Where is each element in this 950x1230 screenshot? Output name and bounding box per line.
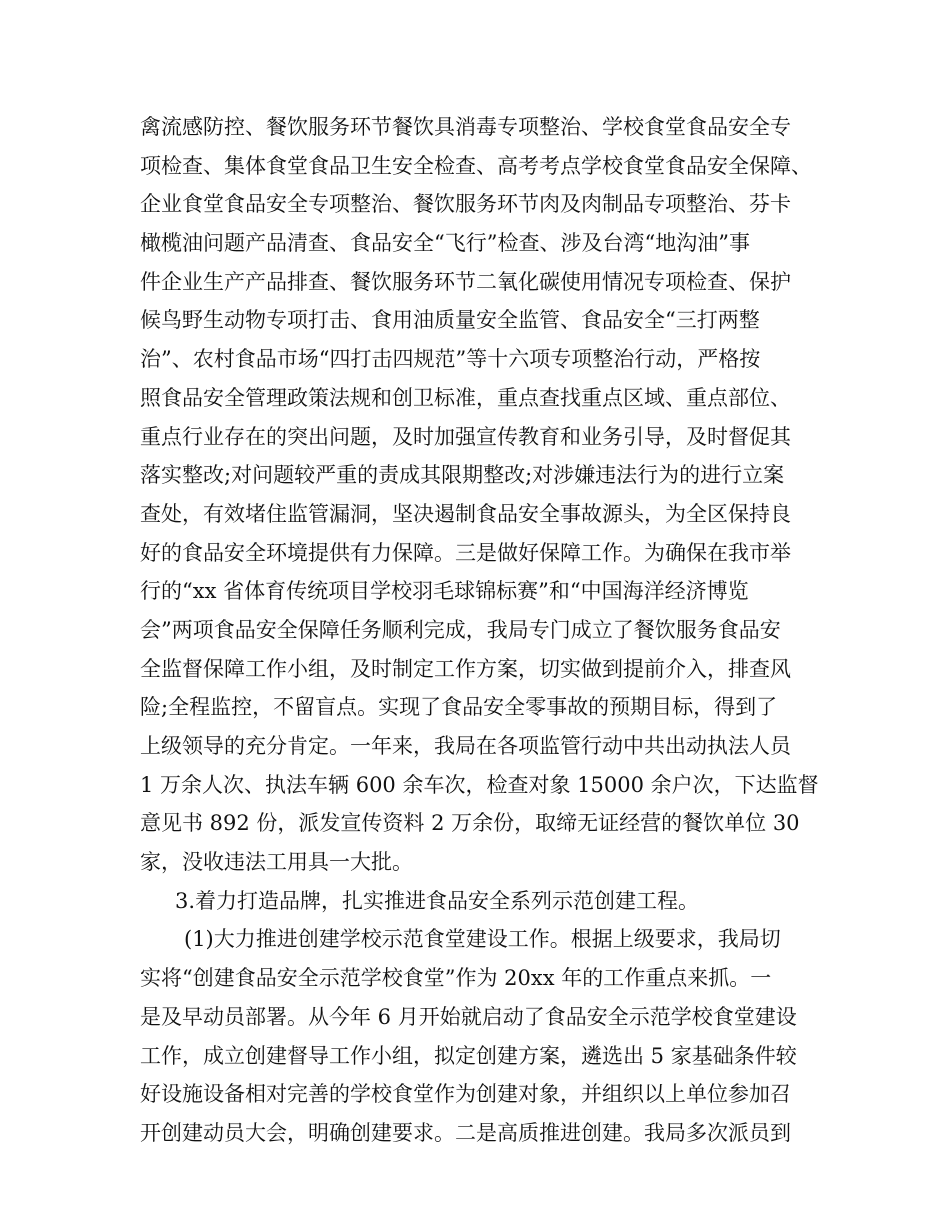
text-line: 禽流感防控、餐饮服务环节餐饮具消毒专项整治、学校食堂食品安全专 bbox=[140, 115, 791, 139]
text-line: 项检查、集体食堂食品卫生安全检查、高考考点学校食堂食品安全保障、 bbox=[140, 153, 812, 178]
text-line: 候鸟野生动物专项打击、食用油质量安全监管、食品安全“三打两整 bbox=[140, 308, 760, 333]
text-line: 家，没收违法工用具一大批。 bbox=[140, 850, 413, 875]
text-line: 好的食品安全环境提供有力保障。三是做好保障工作。为确保在我市举 bbox=[140, 540, 791, 565]
text-line: 行的“xx 省体育传统项目学校羽毛球锦标赛”和“中国海洋经济博览 bbox=[140, 579, 749, 604]
text-line: 好设施设备相对完善的学校食堂作为创建对象，并组织以上单位参加召 bbox=[140, 1082, 791, 1107]
text-line: 实将“创建食品安全示范学校食堂”作为 20xx 年的工作重点来抓。一 bbox=[140, 966, 772, 991]
text-line: 照食品安全管理政策法规和创卫标准，重点查找重点区域、重点部位、 bbox=[140, 385, 791, 410]
text-line: 全监督保障工作小组，及时制定工作方案，切实做到提前介入，排查风 bbox=[140, 656, 791, 681]
text-line: 意见书 892 份，派发宣传资料 2 万余份，取缔无证经营的餐饮单位 30 bbox=[140, 811, 800, 836]
text-line: 会”两项食品安全保障任务顺利完成，我局专门成立了餐饮服务食品安 bbox=[140, 617, 781, 642]
text-line: 治”、农村食品市场“四打击四规范”等十六项专项整治行动，严格按 bbox=[140, 347, 761, 372]
text-line: 1 万余人次、执法车辆 600 余车次，检查对象 15000 余户次，下达监督 bbox=[140, 772, 819, 797]
text-line: 开创建动员大会，明确创建要求。二是高质推进创建。我局多次派员到 bbox=[140, 1120, 791, 1145]
text-line: 件企业生产产品排查、餐饮服务环节二氧化碳使用情况专项检查、保护 bbox=[140, 269, 791, 294]
text-line: 是及早动员部署。从今年 6 月开始就启动了食品安全示范学校食堂建设 bbox=[140, 1004, 797, 1029]
text-line: 查处，有效堵住监管漏洞，坚决遏制食品安全事故源头，为全区保持良 bbox=[140, 501, 791, 526]
section-heading: 3.着力打造品牌，扎实推进食品安全系列示范创建工程。 bbox=[175, 888, 700, 913]
text-line: 工作，成立创建督导工作小组，拟定创建方案，遴选出 5 家基础条件较 bbox=[140, 1043, 797, 1068]
text-line: 橄榄油问题产品清查、食品安全“飞行”检查、涉及台湾“地沟油”事 bbox=[140, 231, 750, 256]
text-line: 企业食堂食品安全专项整治、餐饮服务环节肉及肉制品专项整治、芬卡 bbox=[140, 192, 791, 217]
subsection-heading: (1)大力推进创建学校示范食堂建设工作。根据上级要求，我局切 bbox=[184, 927, 781, 952]
body-text bbox=[140, 108, 830, 1153]
text-line: 重点行业存在的突出问题，及时加强宣传教育和业务引导，及时督促其 bbox=[140, 424, 791, 449]
text-line: 险;全程监控，不留盲点。实现了食品安全零事故的预期目标，得到了 bbox=[140, 695, 778, 720]
text-line: 落实整改;对问题较严重的责成其限期整改;对涉嫌违法行为的进行立案 bbox=[140, 463, 785, 488]
text-line: 上级领导的充分肯定。一年来，我局在各项监管行动中共出动执法人员 bbox=[140, 734, 791, 758]
